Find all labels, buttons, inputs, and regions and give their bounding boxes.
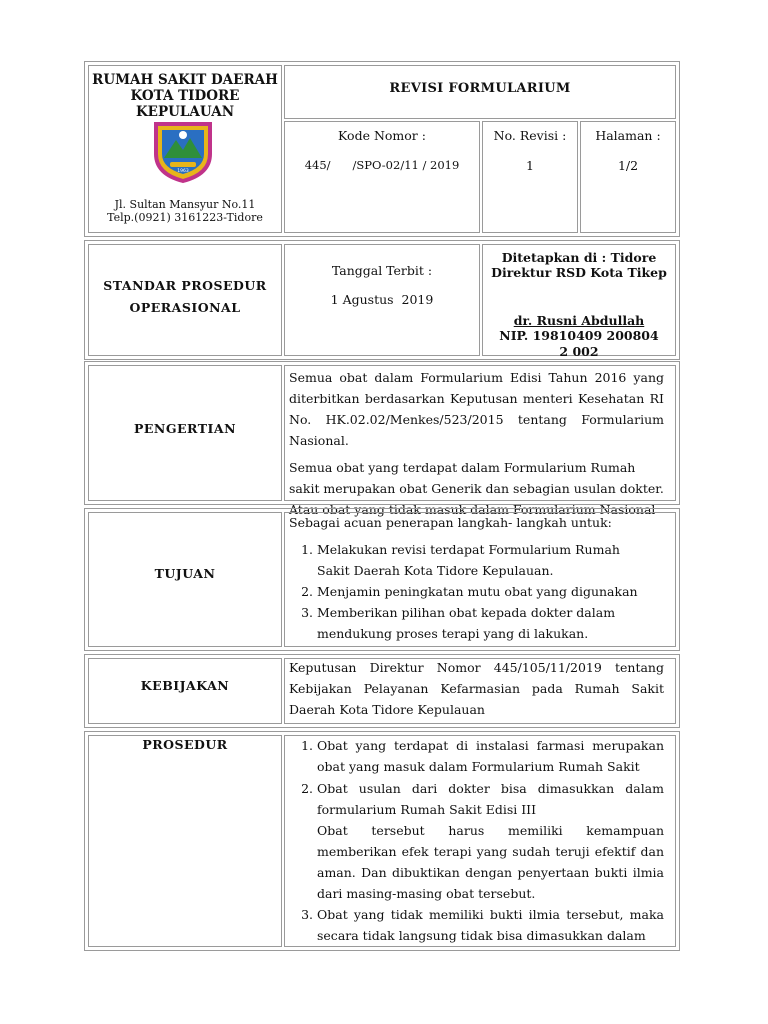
revisi-label: No. Revisi : bbox=[493, 128, 567, 143]
signer-nip: NIP. 19810409 200804 2 002 bbox=[499, 328, 659, 359]
hospital-name-line1: RUMAH SAKIT DAERAH bbox=[92, 72, 278, 88]
doc-title: REVISI FORMULARIUM bbox=[389, 81, 571, 96]
tanggal-value: 1 Agustus 2019 bbox=[330, 292, 434, 307]
tujuan-content bbox=[289, 512, 651, 644]
address-line2: Telp.(0921) 3161223-Tidore bbox=[107, 211, 263, 224]
list-item bbox=[317, 904, 664, 945]
hospital-logo bbox=[150, 118, 216, 184]
ditetapkan-text: Ditetapkan di : Tidore bbox=[501, 250, 657, 265]
pengertian-content bbox=[289, 367, 664, 520]
prosedur-item-2: Obat usulan dari dokter bisa dimasukkan dalam formularium Rumah Sakit Edisi III bbox=[317, 781, 664, 817]
kode-value: 445/ /SPO-02/11 / 2019 bbox=[304, 158, 460, 172]
pengertian-paragraph-1: Semua obat dalam Formularium Edisi Tahun 2016 yang diterbitkan berdasarkan Keputusan menteri Kesehatan RI No. HK.02.02/Menkes/523/2015 tentang Formularium Nasional. bbox=[289, 370, 664, 448]
address-line1: Jl. Sultan Mansyur No.11 bbox=[114, 198, 256, 211]
direktur-text: Direktur RSD Kota Tikep bbox=[491, 265, 667, 280]
prosedur-content bbox=[289, 735, 664, 945]
halaman-label: Halaman : bbox=[595, 128, 661, 143]
pengertian-label: PENGERTIAN bbox=[134, 421, 236, 436]
revisi-value: 1 bbox=[526, 158, 534, 173]
prosedur-list bbox=[289, 735, 664, 945]
hospital-name-line2: KOTA TIDORE bbox=[130, 88, 240, 104]
prosedur-item-1: Obat yang terdapat di instalasi farmasi merupakan obat yang masuk dalam Formularium Rumah Sakit bbox=[317, 738, 664, 774]
signer-name: dr. Rusni Abdullah bbox=[513, 313, 645, 328]
pengertian-paragraph-2: Semua obat yang terdapat dalam Formularium Rumah sakit merupakan obat Generik dan sebagian usulan dokter. Atau obat yang tidak masuk dalam Formularium Nasional bbox=[289, 460, 664, 517]
list-item: 2. Menjamin peningkatan mutu obat yang digunakan bbox=[317, 581, 651, 602]
hospital-name bbox=[90, 72, 280, 120]
list-item bbox=[317, 778, 664, 904]
halaman-value: 1/2 bbox=[617, 158, 639, 173]
prosedur-label-cell bbox=[88, 735, 282, 947]
tanggal-label: Tanggal Terbit : bbox=[331, 263, 433, 278]
hospital-name-line3: KEPULAUAN bbox=[135, 104, 235, 120]
list-item: 3. Memberikan pilihan obat kepada dokter dalam mendukung proses terapi yang di lakukan. bbox=[317, 602, 651, 644]
kebijakan-content: Keputusan Direktur Nomor 445/105/11/2019 tentang Kebijakan Pelayanan Kefarmasian pada Rumah Sakit Daerah Kota Tidore Kepulauan bbox=[289, 660, 664, 717]
prosedur-item-3: Obat yang tidak memiliki bukti ilmia tersebut, maka secara tidak langsung tidak bisa dimasukkan dalam bbox=[317, 907, 664, 943]
tujuan-intro: Sebagai acuan penerapan langkah- langkah untuk: bbox=[289, 515, 612, 530]
svg-text:1963: 1963 bbox=[177, 169, 189, 174]
tujuan-list bbox=[289, 539, 651, 644]
spo-label-line1: STANDAR PROSEDUR bbox=[103, 278, 267, 293]
spo-label-line2: OPERASIONAL bbox=[129, 300, 241, 315]
prosedur-label: PROSEDUR bbox=[142, 737, 228, 752]
prosedur-item-2-continuation: Obat tersebut harus memiliki kemampuan memberikan efek terapi yang sudah teruji efektif dan aman. Dan dibuktikan dengan penyertaan bukti ilmia dari masing-masing obat tersebut. bbox=[317, 823, 664, 901]
list-item: 1. Melakukan revisi terdapat Formularium Rumah Sakit Daerah Kota Tidore Kepulauan. bbox=[317, 539, 651, 581]
kode-label: Kode Nomor : bbox=[338, 128, 426, 143]
list-item bbox=[317, 735, 664, 777]
kebijakan-label: KEBIJAKAN bbox=[140, 678, 230, 693]
tujuan-label: TUJUAN bbox=[154, 566, 216, 581]
